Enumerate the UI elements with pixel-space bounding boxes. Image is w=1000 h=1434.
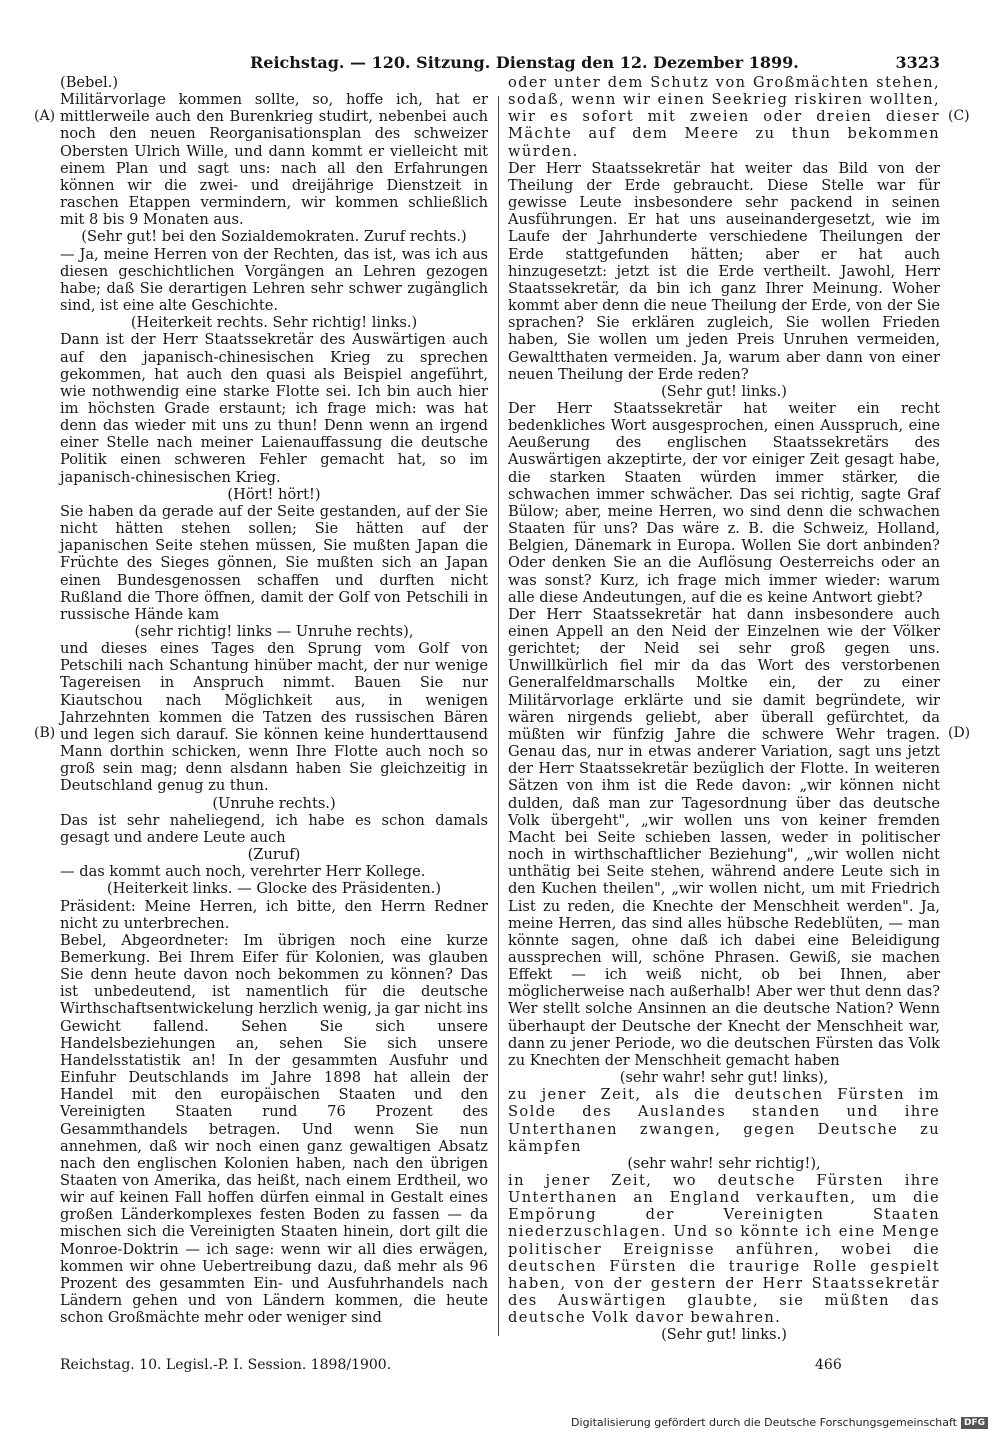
left-column-paragraph: (Unruhe rechts.): [212, 794, 336, 812]
margin-marker-b: (B): [34, 725, 56, 741]
footer-signature-number: 466: [815, 1357, 842, 1373]
running-title: Reichstag. — 120. Sitzung. Dienstag den 12. Dezember 1899.: [250, 53, 799, 72]
left-column-paragraph: (sehr richtig! links — Unruhe rechts),: [134, 623, 414, 640]
digitization-note: Digitalisierung gefördert durch die Deutsche Forschungsgemeinschaft: [571, 1416, 957, 1429]
left-column-paragraph: Sie haben da gerade auf der Seite gestanden, auf der Sie nicht hätten stehen sollen; Sie hätten auf der japanischen Seite stehen müssen, Sie mußten Japan die Früchte des Sieges gönnen, Sie mußten sich an Japan einen Bundesgenossen schaffen und durften nicht Rußland die Thore öffnen, damit der Golf von Petschili in russische Hände kam: [60, 502, 488, 623]
digitization-credit: [571, 1416, 988, 1429]
left-column-paragraph: — Ja, meine Herren von der Rechten, das ist, was ich aus diesen geschichtlichen Vorgängen an Lehren gezogen habe; daß Sie derartigen Lehren sehr schwer zugänglich sind, ist eine alte Geschichte.: [60, 245, 488, 315]
right-column: [508, 74, 940, 1344]
footer-session: Reichstag. 10. Legisl.-P. I. Session. 1898/1900.: [60, 1357, 392, 1373]
right-column-paragraph: Der Herr Staatssekretär hat weiter das Bild von der Theilung der Erde gebraucht. Diese Stelle war für gewisse Leute insbesondere sehr packend in seinen Ausführungen. Er hat uns auseinandergesetzt, wie im Laufe der Jahrhunderte verschiedene Theilungen der Erde stattgefunden hätten; aber er hat auch hinzugesetzt: jetzt ist die Erde vertheilt. Jawohl, Herr Staatssekretär, da bin ich ganz Ihrer Meinung. Woher kommt aber denn die neue Theilung der Erde, von der Sie sprachen? Sie erklären zugleich, Sie wollen Frieden haben, Sie wollen um jeden Preis Unruhen vermeiden, Gewaltthaten vermeiden. Ja, warum aber dann von einer neuen Theilung der Erde reden?: [508, 159, 940, 383]
left-column-paragraph: (Sehr gut! bei den Sozialdemokraten. Zuruf rechts.): [81, 228, 467, 246]
page-header: [60, 50, 940, 76]
left-column-paragraph: (Hört! hört!): [227, 485, 321, 503]
dfg-logo: DFG: [961, 1417, 988, 1429]
left-column: [60, 74, 488, 1326]
right-column-paragraph: (sehr wahr! sehr gut! links),: [619, 1069, 829, 1087]
left-column-paragraph: (Heiterkeit links. — Glocke des Präsidenten.): [106, 880, 442, 898]
left-column-paragraph: Das ist sehr naheliegend, ich habe es schon damals gesagt und andere Leute auch: [60, 811, 488, 846]
margin-marker-c: (C): [948, 108, 970, 124]
right-column-paragraph: Der Herr Staatssekretär hat weiter ein recht bedenkliches Wort ausgesprochen, einen Ausspruch, eine Aeußerung des englischen Staatssekretärs des Auswärtigen akzeptirte, der vor einiger Zeit gesagt habe, die starken Staaten würden immer stärker, die schwachen immer schwächer. Das sei richtig, sagte Graf Bülow; aber, meine Herren, wo sind denn die schwachen Staaten für uns? Das wäre z. B. die Schweiz, Holland, Belgien, Dänemark in Europa. Wollen Sie dort anbinden? Oder denken Sie an die Auflösung Oesterreichs oder an was sonst? Kurz, ich frage mich immer wieder: warum alle diese Andeutungen, auf die es keine Antwort giebt?: [508, 399, 940, 606]
right-column-paragraph: in jener Zeit, wo deutsche Fürsten ihre Unterthanen an England verkauften, um die Empörung der Vereinigten Staaten niederzuschlagen. Und so könnte ich eine Menge politischer Ereignisse anführen, wobei die deutschen Fürsten die traurige Rolle gespielt haben, von der gestern der Herr Staatssekretär des Auswärtigen glaubte, sie müßten das deutsche Volk davor bewahren.: [508, 1172, 940, 1327]
left-column-paragraph: Präsident: Meine Herren, ich bitte, den Herrn Redner nicht zu unterbrechen.: [60, 897, 488, 932]
left-column-paragraph: Bebel, Abgeordneter: Im übrigen noch eine kurze Bemerkung. Bei Ihrem Eifer für Kolonien, was glauben Sie denn heute davon noch bekommen zu können? Das ist unbedeutend, ist namentlich für die deutsche Wirthschaftsentwickelung herzlich wenig, ja gar nicht ins Gewicht fallend. Sehen Sie sich unsere Handelsbeziehungen an, sehen Sie sich unsere Handelsstatistik an! In der gesammten Ausfuhr und Einfuhr Deutschlands im Jahre 1898 hat allein der Handel mit den europäischen Staaten und den Vereinigten Staaten rund 76 Prozent des Gesammthandels betragen. Und wenn Sie nun annehmen, daß wir noch einen ganz gewaltigen Absatz nach den englischen Kolonien haben, nach den übrigen Staaten von Amerika, das heißt, nach einem Erdtheil, wo wir auf keinen Fall hoffen dürfen einmal in Gestalt eines großen Länderkomplexes festen Boden zu fassen — da mischen sich die Vereinigten Staaten hinein, dort gilt die Monroe-Doktrin — ich sage: wenn wir all dies erwägen, kommen wir ohne Uebertreibung dazu, daß mehr als 96 Prozent des gesammten Ein- und Ausfuhrhandels nach Ländern gehen und von Ländern kommen, die heute schon Großmächte mehr oder weniger sind: [60, 931, 488, 1327]
left-column-paragraph: und dieses eines Tages den Sprung vom Golf von Petschili nach Schantung hinüber macht, der nur wenige Tagereisen in Anspruch nimmt. Bauen Sie nur Kiautschou nach Möglichkeit aus, in wenigen Jahrzehnten kommen die Tatzen des russischen Bären und legen sich darauf. Sie können keine hunderttausend Mann dorthin schicken, wenn Ihre Flotte auch noch so groß sein mag; denn alsdann haben Sie gleichzeitig in Deutschland genug zu thun.: [60, 640, 488, 795]
right-column-paragraph: oder unter dem Schutz von Großmächten stehen, sodaß, wenn wir einen Seekrieg riskiren wollten, wir es sofort mit zweien oder dreien dieser Mächte auf dem Meere zu thun bekommen würden.: [508, 74, 940, 160]
left-column-paragraph: (Bebel.): [60, 74, 119, 91]
column-divider: [498, 96, 499, 1336]
left-column-paragraph: — das kommt auch noch, verehrter Herr Kollege.: [60, 863, 426, 881]
right-column-paragraph: (sehr wahr! sehr richtig!),: [627, 1154, 821, 1172]
left-column-paragraph: Dann ist der Herr Staatssekretär des Auswärtigen auch auf den japanisch-chinesischen Krieg zu sprechen gekommen, hat auch den quasi als Beispiel angeführt, wie nothwendig eine starke Flotte sei. Ich bin auch hier im höchsten Grade erstaunt; ich frage mich: was hat denn das wieder mit uns zu thun! Denn wenn an irgend einer Stelle nach meiner Laienauffassung die deutsche Politik einen schweren Fehler gemacht hat, so im japanisch-chinesischen Krieg.: [60, 331, 488, 486]
left-column-paragraph: Militärvorlage kommen sollte, so, hoffe ich, hat er mittlerweile auch den Burenkrieg studirt, nebenbei auch noch den neuen Reorganisationsplan des schweizer Obersten Ulrich Wille, und dann kommt er vielleicht mit einem Plan und sagt uns: nach all den Erfahrungen können wir die zwei- und dreijährige Dienstzeit in raschen Etappen vermindern, wir kommen schließlich mit 8 bis 9 Monaten aus.: [60, 91, 488, 229]
left-column-paragraph: (Heiterkeit rechts. Sehr richtig! links.): [130, 314, 418, 332]
margin-marker-d: (D): [948, 725, 971, 741]
right-column-paragraph: (Sehr gut! links.): [661, 1326, 787, 1344]
left-column-paragraph: (Zuruf): [247, 846, 301, 864]
right-column-paragraph: Der Herr Staatssekretär hat dann insbesondere auch einen Appell an den Neid der Einzelnen wie der Völker gerichtet; der Neid sei sehr groß gegen uns. Unwillkürlich fiel mir da das Wort des verstorbenen Generalfeldmarschalls Moltke ein, der zu einer Militärvorlage erklärte und sie damit begründete, wir wären nirgends geliebt, aber überall gefürchtet, da müßten wir fünfzig Jahre die schwere Wehr tragen. Genau das, nur in etwas anderer Variation, sagt uns jetzt der Herr Staatssekretär bezüglich der Flotte. In weiteren Sätzen von ihm ist die Rede davon: „wir können nicht dulden, daß man zur Tagesordnung über das deutsche Volk übergeht", „wir wollen uns von keiner fremden Macht bei Seite schieben lassen, weder in politischer noch in wirthschaftlicher Beziehung", „wir wollen nicht unthätig bei Seite stehen, während andere Leute sich in den Kuchen theilen", „wir wollen nicht, um mit Friedrich List zu reden, die Knechte der Menschheit werden". Ja, meine Herren, das sind alles hübsche Redeblüten, — man könnte sagen, ohne daß ich dabei eine Beleidigung aussprechen will, schöne Phrasen. Gewiß, sie machen Effekt — ich weiß nicht, ob bei Ihnen, aber möglicherweise nach außerhalb! Aber wer thut denn das? Wer stellt solche Ansinnen an die deutsche Nation? Wenn überhaupt der Deutsche der Knecht der Menschheit war, dann zu jener Periode, wo die deutschen Fürsten das Volk zu Knechten der Menschheit gemacht haben: [508, 605, 940, 1069]
right-column-paragraph: (Sehr gut! links.): [661, 382, 787, 400]
page-number: 3323: [895, 53, 940, 72]
margin-marker-a: (A): [34, 108, 56, 124]
right-column-paragraph: zu jener Zeit, als die deutschen Fürsten im Solde des Auslandes standen und ihre Unterthanen zwangen, gegen Deutsche zu kämpfen: [508, 1086, 940, 1155]
